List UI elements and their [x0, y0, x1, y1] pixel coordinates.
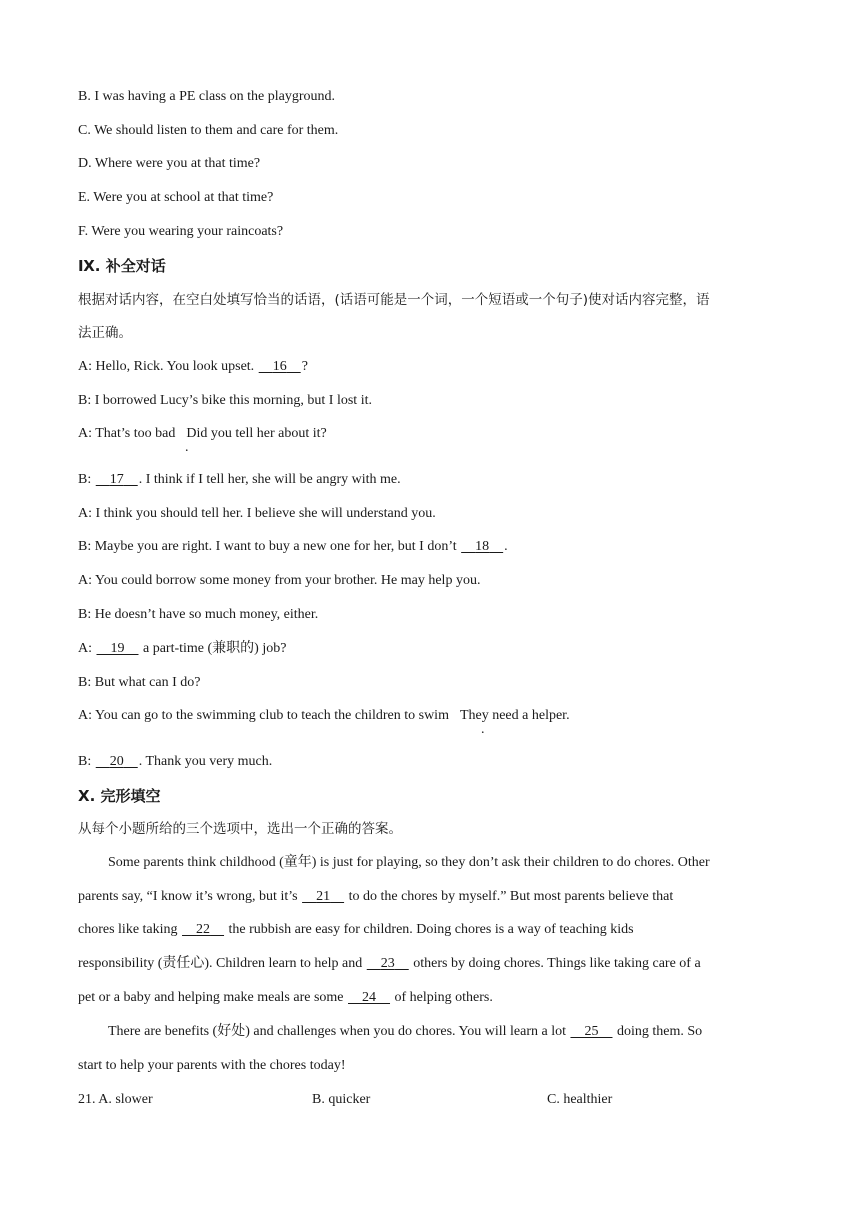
option-e: E. Were you at school at that time?: [78, 190, 274, 205]
dialogue-line-10: B: But what can I do?: [78, 675, 201, 690]
section-9-instruction-line-1: 根据对话内容，在空白处填写恰当的话语，(话语可能是一个词，一个短语或一个句子)使对话内容完整，语: [78, 292, 710, 308]
passage-line-7: start to help your parents with the chores today!: [78, 1058, 346, 1073]
passage-line-6: There are benefits (好处) and challenges when you do chores. You will learn a lot 25 doing them. So: [78, 1022, 702, 1042]
passage-line-5: pet or a baby and helping make meals are some 24 of helping others.: [78, 988, 493, 1008]
option-f: F. Were you wearing your raincoats?: [78, 224, 284, 239]
dialogue-text: A: Hello, Rick. You look upset.: [78, 359, 258, 374]
blank-19[interactable]: 19: [110, 641, 125, 656]
period-mark: .: [481, 722, 485, 737]
section-10-instruction: 从每个小题所给的三个选项中，选出一个正确的答案。: [78, 821, 402, 837]
dialogue-line-11: A: You can go to the swimming club to teach the children to swim They need a helper.: [78, 708, 570, 723]
option-d: D. Where were you at that time?: [78, 156, 261, 171]
section-9-instruction-line-2: 法正确。: [78, 325, 132, 341]
q21-option-c[interactable]: C. healthier: [547, 1092, 613, 1107]
blank-20[interactable]: 20: [109, 754, 124, 769]
blank-18[interactable]: 18: [475, 539, 490, 554]
section-10-title: Ⅹ. 完形填空: [78, 787, 161, 805]
dialogue-line-5: A: I think you should tell her. I believe she will understand you.: [78, 506, 436, 521]
dialogue-line-6: B: Maybe you are right. I want to buy a new one for her, but I don’t 18 .: [78, 537, 508, 557]
dialogue-line-8: B: He doesn’t have so much money, either.: [78, 607, 319, 622]
period-mark: .: [185, 440, 189, 455]
section-9-title: Ⅸ. 补全对话: [78, 257, 166, 275]
dialogue-line-2: B: I borrowed Lucy’s bike this morning, but I lost it.: [78, 393, 372, 408]
blank-16[interactable]: 16: [272, 359, 287, 374]
dialogue-line-4: B: 17 . I think if I tell her, she will be angry with me.: [78, 470, 401, 490]
passage-line-1: Some parents think childhood (童年) is just for playing, so they don’t ask their children to do chores. Other: [108, 855, 710, 870]
q21-option-a[interactable]: 21. A. slower: [78, 1092, 153, 1107]
passage-line-3: chores like taking 22 the rubbish are easy for children. Doing chores is a way of teaching kids: [78, 920, 634, 940]
blank-21[interactable]: 21: [316, 889, 331, 904]
option-c: C. We should listen to them and care for them.: [78, 123, 339, 138]
passage-line-2: parents say, “I know it’s wrong, but it’s 21 to do the chores by myself.” But most parents believe that: [78, 887, 673, 907]
blank-22[interactable]: 22: [196, 922, 211, 937]
dialogue-line-12: B: 20 . Thank you very much.: [78, 752, 272, 772]
dialogue-line-1: A: Hello, Rick. You look upset. 16 ?: [78, 357, 308, 377]
blank-23[interactable]: 23: [380, 956, 395, 971]
blank-25[interactable]: 25: [584, 1024, 599, 1039]
blank-24[interactable]: 24: [362, 990, 377, 1005]
option-b: B. I was having a PE class on the playground.: [78, 89, 336, 104]
dialogue-line-7: A: You could borrow some money from your brother. He may help you.: [78, 573, 481, 588]
blank-17[interactable]: 17: [109, 472, 124, 487]
dialogue-line-9: A: 19 a part-time (兼职的) job?: [78, 639, 286, 659]
passage-line-4: responsibility (责任心). Children learn to help and 23 others by doing chores. Things like taking care of a: [78, 954, 701, 974]
dialogue-line-3: A: That’s too bad Did you tell her about it?: [78, 426, 327, 441]
q21-option-b[interactable]: B. quicker: [312, 1092, 371, 1107]
